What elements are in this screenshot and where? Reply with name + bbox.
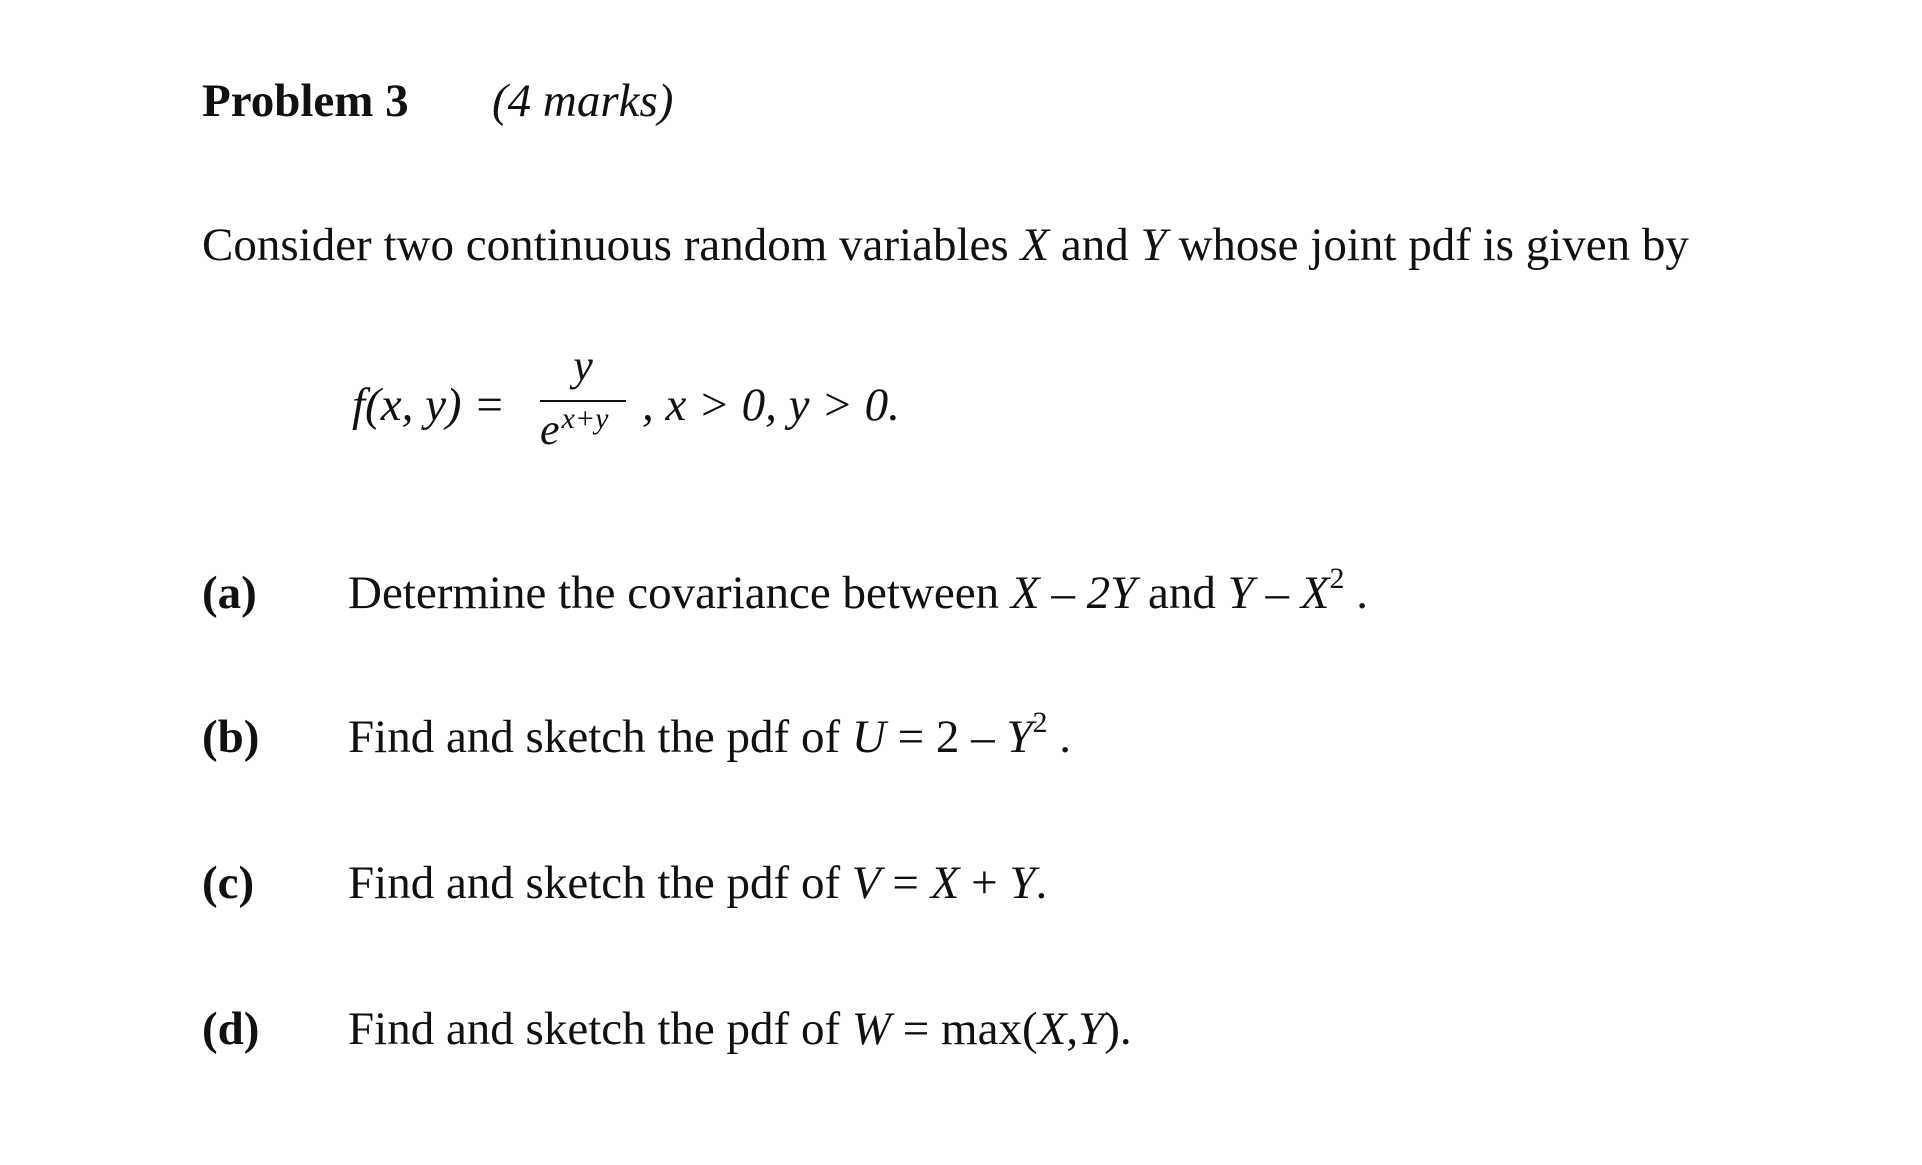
item-d-lead: Find and sketch the pdf of [348, 1003, 852, 1055]
intro-var-x: X [1020, 219, 1050, 271]
formula-lhs: f(x, y) = [352, 379, 506, 431]
item-d-text [348, 1002, 1132, 1056]
intro-text-1: Consider two continuous random variables [202, 219, 1021, 271]
item-d-label: (d) [202, 1003, 260, 1055]
formula-domain: , x > 0, y > 0. [642, 379, 900, 431]
item-b-lead: Find and sketch the pdf of [348, 711, 852, 763]
item-a-superscript: 2 [1329, 562, 1345, 595]
item-a-lead: Determine the covariance between [348, 567, 1011, 619]
item-c-text [348, 856, 1047, 910]
item-b-superscript: 2 [1032, 706, 1048, 739]
item-d-math-1: W [851, 1003, 892, 1055]
problem-intro [202, 218, 1689, 272]
item-d-math-2: X [1037, 1003, 1067, 1055]
item-b-text [348, 706, 1071, 764]
item-a-mid: and [1136, 567, 1228, 619]
item-b-label: (b) [202, 711, 260, 763]
item-d-comma: , [1066, 1003, 1079, 1055]
item-c-mid-2: + [959, 857, 1010, 909]
denominator-exponent: x+y [561, 402, 609, 435]
intro-text-3: whose joint pdf is given by [1166, 219, 1689, 271]
formula-fraction [540, 340, 626, 460]
item-d-end: ). [1104, 1003, 1132, 1055]
item-d-math-3: Y [1078, 1003, 1105, 1055]
item-a-math-1: X – 2Y [1010, 567, 1137, 619]
item-c-math-2: X [930, 857, 960, 909]
item-d-mid: = max( [891, 1003, 1038, 1055]
item-a-end: . [1344, 567, 1368, 619]
item-c-end: . [1035, 857, 1048, 909]
item-b-math-2: Y [1006, 711, 1033, 763]
item-c-math-1: V [851, 857, 881, 909]
formula-denominator [540, 404, 626, 455]
item-b-mid: = 2 – [885, 711, 1007, 763]
formula-numerator: y [573, 341, 593, 390]
problem-title: Problem 3 [202, 75, 409, 127]
item-c-label: (c) [202, 857, 255, 909]
denominator-base: e [540, 405, 560, 454]
problem-marks: (4 marks) [492, 75, 674, 127]
item-a-text [348, 562, 1368, 620]
item-b-math-1: U [851, 711, 886, 763]
item-c-math-3: Y [1009, 857, 1036, 909]
intro-text-2: and [1049, 219, 1141, 271]
intro-var-y: Y [1140, 219, 1167, 271]
item-b-end: . [1047, 711, 1071, 763]
item-c-mid: = [880, 857, 931, 909]
item-a-label: (a) [202, 567, 257, 619]
item-a-math-2: Y – X [1227, 567, 1330, 619]
item-c-lead: Find and sketch the pdf of [348, 857, 852, 909]
